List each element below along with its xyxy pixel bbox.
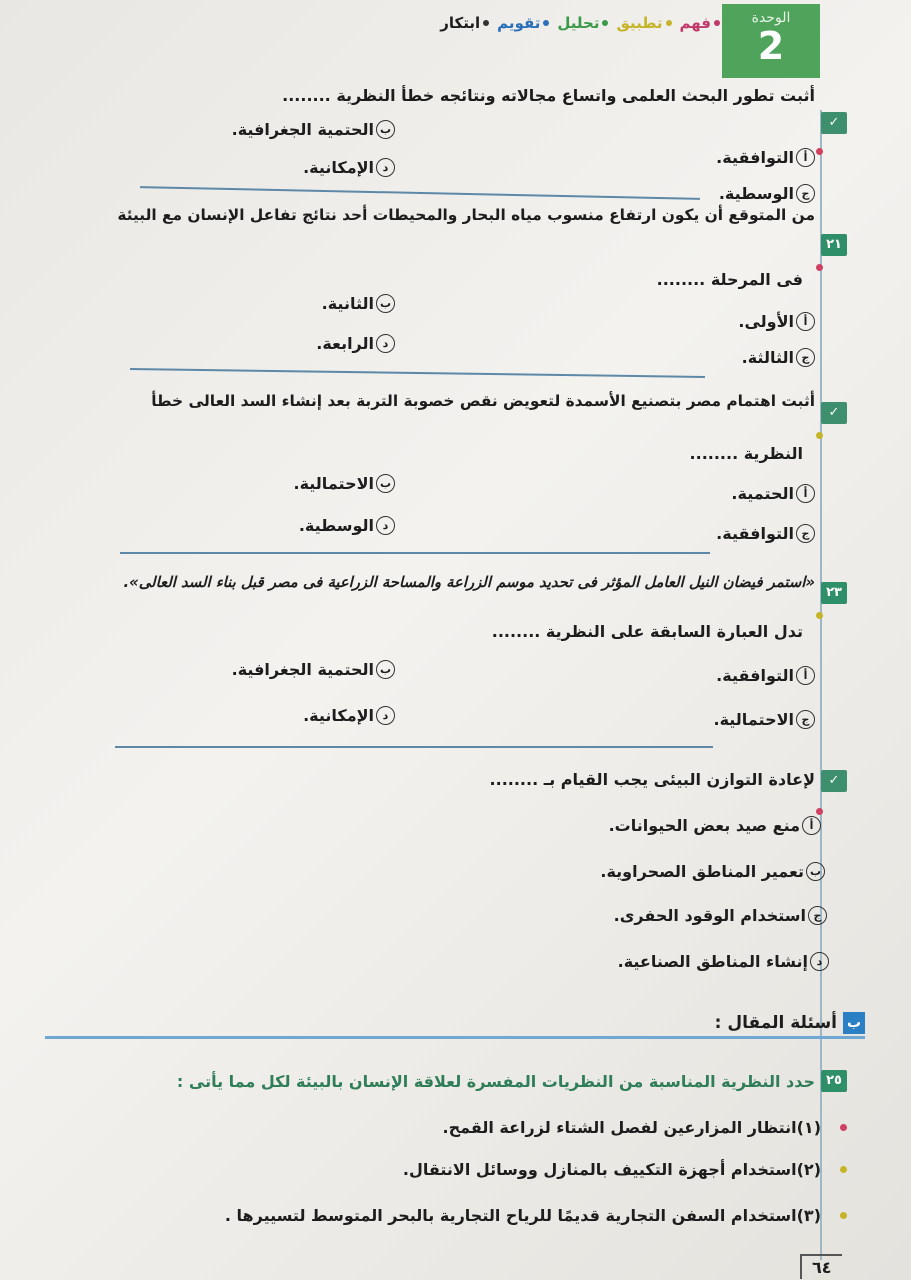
check-mark-icon: ✓ bbox=[821, 770, 847, 792]
option-c[interactable]: ج استخدام الوقود الحفرى. bbox=[614, 906, 827, 925]
page-number: ٦٤ bbox=[800, 1254, 842, 1279]
margin-pin bbox=[816, 432, 823, 439]
unit-badge bbox=[722, 4, 820, 78]
level-analyze: تحليل bbox=[557, 14, 608, 32]
level-create: ابتكار bbox=[440, 14, 489, 32]
option-d[interactable]: د الوسطية. bbox=[299, 516, 395, 535]
question-text: «استمر فيضان النيل العامل المؤثر فى تحديد موسم الزراعة والمساحة الزراعية فى مصر قبل بناء السد العالى». bbox=[123, 574, 815, 591]
option-d[interactable]: د الإمكانية. bbox=[303, 158, 395, 177]
margin-pin bbox=[816, 148, 823, 155]
question-text: من المتوقع أن يكون ارتفاع منسوب مياه البحار والمحيطات أحد نتائج تفاعل الإنسان مع البيئة bbox=[117, 206, 815, 224]
unit-number: 2 bbox=[757, 24, 785, 68]
section-title: أسئلة المقال : bbox=[714, 1013, 837, 1033]
option-a[interactable]: أ منع صيد بعض الحيوانات. bbox=[609, 816, 821, 835]
option-b[interactable]: ب الحتمية الجغرافية. bbox=[232, 660, 395, 679]
question-text: لإعادة التوازن البيئى يجب القيام بـ ........ bbox=[489, 770, 815, 789]
question-number: ٢٣ bbox=[821, 582, 847, 604]
separator bbox=[120, 552, 710, 554]
section-underline bbox=[45, 1036, 865, 1039]
option-c[interactable]: ج الوسطية. bbox=[719, 184, 815, 203]
separator bbox=[130, 368, 705, 378]
margin-pin bbox=[840, 1212, 847, 1219]
margin-pin bbox=[816, 808, 823, 815]
margin-pin bbox=[816, 264, 823, 271]
option-a[interactable]: أ التوافقية. bbox=[716, 666, 815, 685]
essay-item: (٣)استخدام السفن التجارية قديمًا للرياح التجارية بالبحر المتوسط لتسييرها . bbox=[224, 1206, 821, 1225]
section-tag: ب bbox=[843, 1012, 865, 1034]
essay-item: (٢)استخدام أجهزة التكييف بالمنازل ووسائل الانتقال. bbox=[402, 1160, 821, 1179]
skill-levels-bar bbox=[330, 6, 720, 40]
option-d[interactable]: د الرابعة. bbox=[316, 334, 395, 353]
question-continuation: فى المرحلة ........ bbox=[656, 270, 803, 289]
level-dot bbox=[602, 20, 608, 26]
option-b[interactable]: ب الاحتمالية. bbox=[293, 474, 395, 493]
margin-pin bbox=[840, 1166, 847, 1173]
option-b[interactable]: ب تعمير المناطق الصحراوية. bbox=[600, 862, 825, 881]
option-b[interactable]: ب الحتمية الجغرافية. bbox=[232, 120, 395, 139]
question-text: أثبت تطور البحث العلمى واتساع مجالاته ونتائجه خطأ النظرية ........ bbox=[282, 86, 815, 105]
question-continuation: تدل العبارة السابقة على النظرية ........ bbox=[491, 622, 803, 641]
option-d[interactable]: د إنشاء المناطق الصناعية. bbox=[618, 952, 829, 971]
separator bbox=[140, 186, 700, 200]
level-dot bbox=[714, 20, 720, 26]
option-c[interactable]: ج الاحتمالية. bbox=[713, 710, 815, 729]
option-a[interactable]: أ الأولى. bbox=[738, 312, 815, 331]
level-dot bbox=[543, 20, 549, 26]
essay-item: (١)انتظار المزارعين لفصل الشتاء لزراعة القمح. bbox=[442, 1118, 821, 1137]
level-dot bbox=[483, 20, 489, 26]
check-mark-icon: ✓ bbox=[821, 402, 847, 424]
level-dot bbox=[666, 20, 672, 26]
option-d[interactable]: د الإمكانية. bbox=[303, 706, 395, 725]
margin-pin bbox=[840, 1124, 847, 1131]
question-text: أثبت اهتمام مصر بتصنيع الأسمدة لتعويض نقص خصوبة التربة بعد إنشاء السد العالى خطأ bbox=[151, 392, 815, 410]
question-continuation: النظرية ........ bbox=[689, 444, 803, 463]
unit-word: الوحدة bbox=[751, 10, 791, 26]
margin-pin bbox=[816, 612, 823, 619]
check-mark-icon: ✓ bbox=[821, 112, 847, 134]
level-understand: فهم bbox=[680, 14, 721, 32]
option-a[interactable]: أ التوافقية. bbox=[716, 148, 815, 167]
level-apply: تطبيق bbox=[616, 14, 671, 32]
question-number: ٢٥ bbox=[821, 1070, 847, 1092]
level-evaluate: تقويم bbox=[497, 14, 549, 32]
option-a[interactable]: أ الحتمية. bbox=[731, 484, 815, 503]
section-b-heading bbox=[715, 1012, 865, 1034]
question-number: ٢١ bbox=[821, 234, 847, 256]
essay-prompt: حدد النظرية المناسبة من النظريات المفسرة لعلاقة الإنسان بالبيئة لكل مما يأتى : bbox=[176, 1072, 815, 1091]
option-c[interactable]: ج الثالثة. bbox=[742, 348, 815, 367]
separator bbox=[115, 746, 713, 748]
option-c[interactable]: ج التوافقية. bbox=[716, 524, 815, 543]
option-b[interactable]: ب الثانية. bbox=[322, 294, 395, 313]
